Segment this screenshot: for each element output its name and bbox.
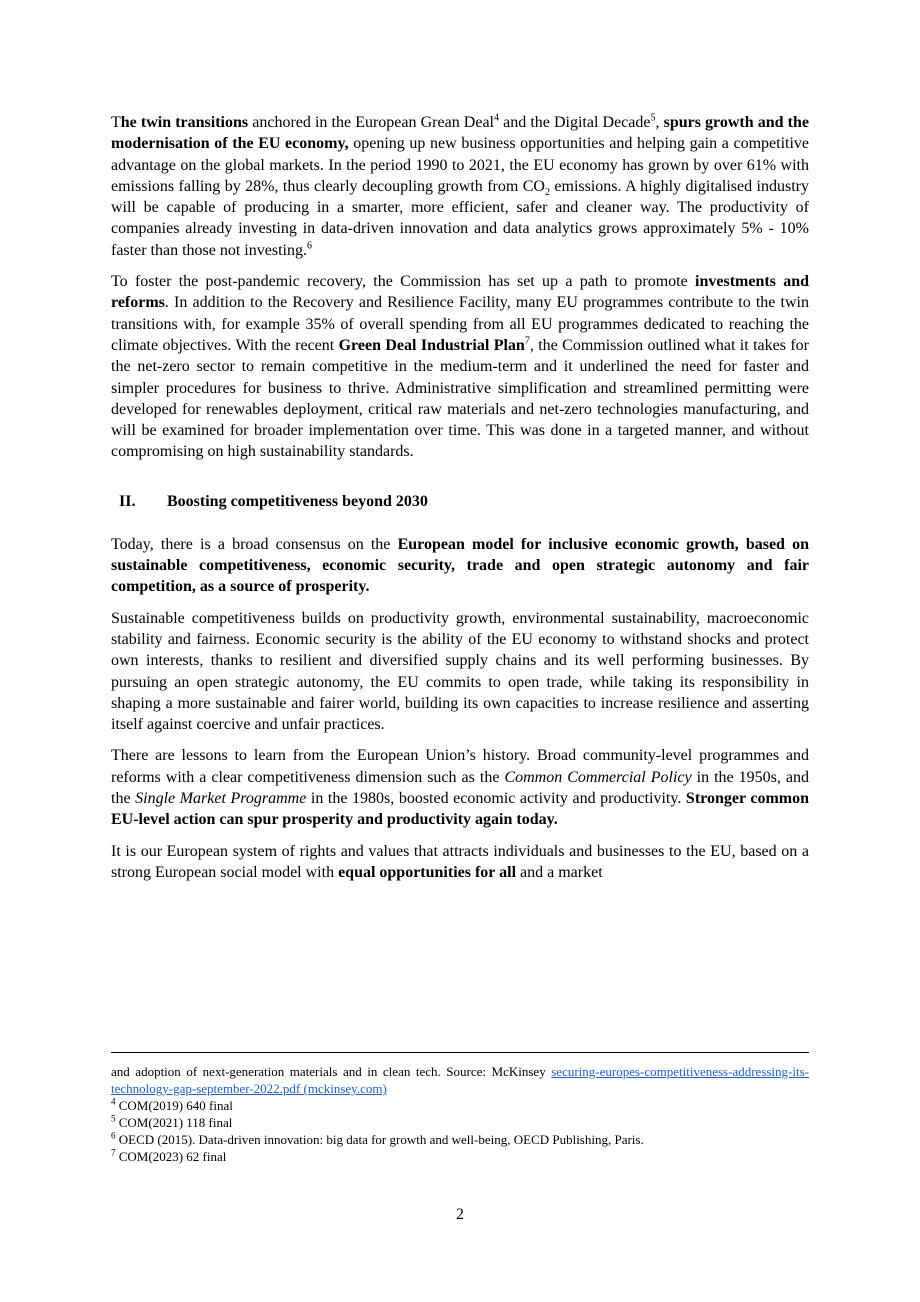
footnote-number: 5 <box>111 1113 116 1124</box>
text: , <box>655 114 664 131</box>
footnote-continuation <box>111 1063 809 1097</box>
footnote-7 <box>111 1148 809 1165</box>
page-number: 2 <box>456 1206 464 1223</box>
text: anchored in the European Grean Deal <box>248 114 494 131</box>
text: T <box>111 114 121 131</box>
footnotes <box>111 1052 809 1165</box>
text: There are lessons to learn from the European Union’s history. Broad community-level programmes and reforms with a clear competitiveness dimension such as the <box>111 747 809 786</box>
bold-text: spurs growth and the modernisation of the EU economy, <box>111 114 809 153</box>
section-heading <box>111 491 809 512</box>
bold-text: European model for inclusive economic growth, based on sustainable competitiveness, economic security, trade and open strategic autonomy and fair competition, as a source of prosperity. <box>111 535 809 596</box>
text: . In addition to the Recovery and Resilience Facility, many EU programmes contribute to the twin transitions with, for example 35% of overall spending from all EU programmes dedicated to reaching the climate objectives. With the recent <box>111 294 809 354</box>
text: in the 1980s, boosted economic activity and productivity. <box>306 790 686 808</box>
paragraph-recovery <box>111 271 809 463</box>
text: opening up new business opportunities and helping gain a competitive advantage on the global markets. In the period 1990 to 2021, the EU economy has grown by over 61% with emissions falling by 28%, thus clearly decoupling growth from CO <box>111 135 809 195</box>
footnote-ref-6[interactable]: 6 <box>306 240 312 252</box>
bold-text: Green Deal Industrial Plan <box>338 336 525 354</box>
paragraph-twin-transitions <box>111 112 809 261</box>
text: and the Digital Decade <box>499 114 651 131</box>
bold-text: Stronger common EU-level action can spur prosperity and productivity again today. <box>111 790 810 829</box>
section-number: II. <box>119 492 136 510</box>
text: , the Commission outlined what it takes for the net-zero sector to remain competitive in the medium-term and it underlined the need for faster and simpler procedures for business to thrive. Administrative simplification and streamlined permitting were developed for renewables deployment, critical raw materials and net-zero technologies manufacturing, and will be examined for broader implementation over time. This was done in a targeted manner, and without compromising on high sustainability standards. <box>111 336 810 461</box>
footnote-number: 7 <box>111 1147 116 1158</box>
footnote-5 <box>111 1114 809 1131</box>
paragraph-rights-values <box>111 841 809 884</box>
text: Today, there is a broad consensus on the <box>111 535 398 553</box>
text: and a market <box>516 863 603 881</box>
paragraph-consensus <box>111 534 809 598</box>
footnote-ref-5[interactable]: 5 <box>650 112 656 124</box>
footnote-text: OECD (2015). Data-driven innovation: big data for growth and well-being, OECD Publishing, Paris. <box>115 1132 644 1147</box>
footnote-4 <box>111 1097 809 1114</box>
footnote-number: 4 <box>111 1096 116 1107</box>
mckinsey-link[interactable]: securing-europes-competitiveness-addressing-its-technology-gap-september-2022.pdf (mckinsey.com) <box>111 1064 809 1096</box>
paragraph-lessons <box>111 745 809 830</box>
footnote-number: 6 <box>111 1130 116 1141</box>
bold-text: investments and reforms <box>111 273 810 312</box>
bold-text: he twin transitions <box>120 114 249 131</box>
footnote-ref-4[interactable]: 4 <box>494 112 499 124</box>
paragraph-sustainable-competitiveness <box>111 608 809 736</box>
italic-text: Single Market Programme <box>135 790 307 808</box>
text: emissions. A highly digitalised industry will be capable of producing in a smarter, more efficient, safer and cleaner way. The productivity of companies already investing in data-driven innovation and data analytics grows approximately 5% - 10% faster than those not investing. <box>111 177 810 259</box>
footnote-ref-7[interactable]: 7 <box>524 335 530 347</box>
section-title: Boosting competitiveness beyond 2030 <box>167 492 428 510</box>
text: Sustainable competitiveness builds on productivity growth, environmental sustainability, macroeconomic stability and fairness. Economic security is the ability of the EU economy to withstand shocks and protect own interests, thanks to resilient and diversified supply chains and its well performing businesses. By pursuing an open strategic autonomy, the EU commits to open trade, while taking its responsibility in shaping a more sustainable and fairer world, building its own capacities to increase resilience and asserting itself against coercive and unfair practices. <box>111 609 809 734</box>
text: To foster the post-pandemic recovery, the Commission has set up a path to promote <box>111 273 696 291</box>
document-body <box>111 112 809 893</box>
italic-text: Common Commercial Policy <box>504 768 692 786</box>
subscript: 2 <box>544 187 550 199</box>
footnote-text: and adoption of next-generation materials and in clean tech. Source: McKinsey <box>111 1064 552 1079</box>
bold-text: equal opportunities for all <box>338 863 517 881</box>
footnote-text: COM(2023) 62 final <box>115 1149 227 1164</box>
footnote-text: COM(2021) 118 final <box>115 1115 233 1130</box>
footnote-6 <box>111 1131 809 1148</box>
text: in the 1950s, and the <box>111 768 810 808</box>
text: It is our European system of rights and values that attracts individuals and businesses to the EU, based on a strong European social model with <box>111 842 809 881</box>
footnote-text: COM(2019) 640 final <box>115 1098 233 1113</box>
